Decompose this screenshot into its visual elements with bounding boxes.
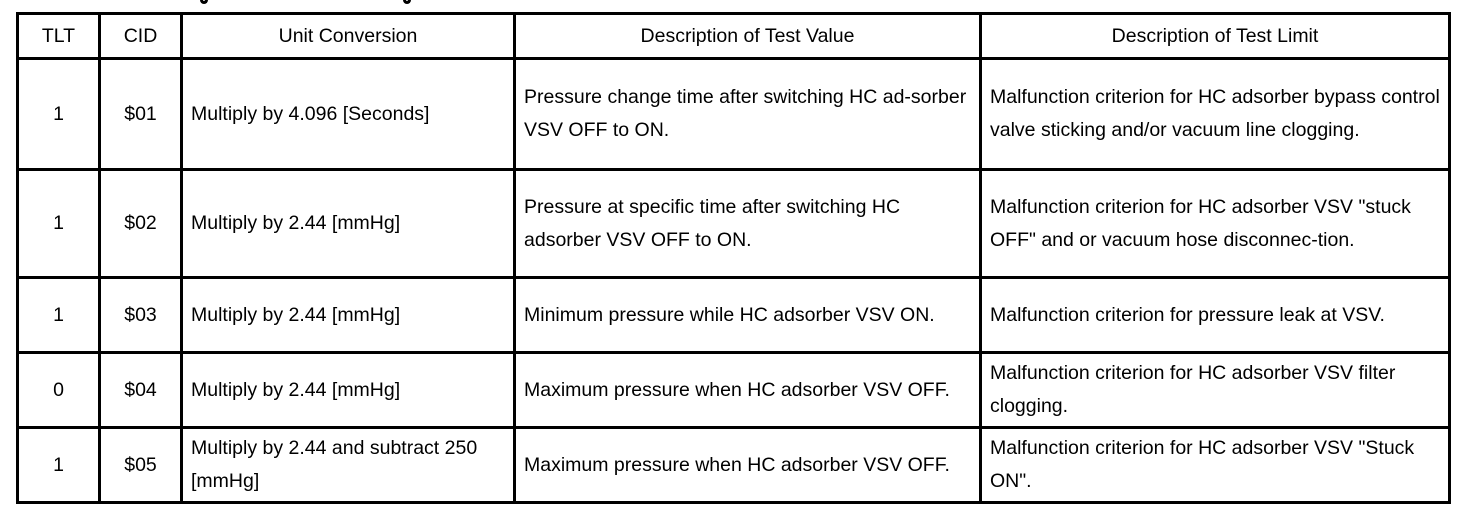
cell-tlt: 1 [18,278,100,353]
cell-test-value: Pressure change time after switching HC ad-sorber VSV OFF to ON. [515,59,981,170]
cell-unit-conversion: Multiply by 2.44 [mmHg] [182,170,515,278]
cell-test-value: Pressure at specific time after switching HC adsorber VSV OFF to ON. [515,170,981,278]
header-row [18,14,1450,59]
header-cid: CID [100,14,182,59]
close-paren-fragment [403,0,411,4]
header-tlt: TLT [18,14,100,59]
header-test-limit: Description of Test Limit [981,14,1450,59]
test-limit-table [16,12,1451,504]
table-row [18,278,1450,353]
header-unit-conversion: Unit Conversion [182,14,515,59]
cell-unit-conversion: Multiply by 2.44 [mmHg] [182,353,515,428]
cell-test-value: Minimum pressure while HC adsorber VSV ON. [515,278,981,353]
cell-test-limit: Malfunction criterion for pressure leak at VSV. [981,278,1450,353]
cell-tlt: 1 [18,59,100,170]
cell-test-limit: Malfunction criterion for HC adsorber VSV filter clogging. [981,353,1450,428]
table-row [18,170,1450,278]
cell-test-limit: Malfunction criterion for HC adsorber VSV "stuck OFF" and or vacuum hose disconnec-tion. [981,170,1450,278]
cell-unit-conversion: Multiply by 2.44 [mmHg] [182,278,515,353]
header-test-value: Description of Test Value [515,14,981,59]
cell-unit-conversion: Multiply by 2.44 and subtract 250 [mmHg] [182,428,515,503]
table-row [18,353,1450,428]
cell-tlt: 1 [18,170,100,278]
cell-cid: $03 [100,278,182,353]
table-row [18,59,1450,170]
cell-test-limit: Malfunction criterion for HC adsorber VSV "Stuck ON". [981,428,1450,503]
cell-unit-conversion: Multiply by 4.096 [Seconds] [182,59,515,170]
cell-cid: $02 [100,170,182,278]
cell-test-value: Maximum pressure when HC adsorber VSV OFF. [515,428,981,503]
cell-test-limit: Malfunction criterion for HC adsorber bypass control valve sticking and/or vacuum line clogging. [981,59,1450,170]
cell-cid: $04 [100,353,182,428]
cell-cid: $05 [100,428,182,503]
cell-cid: $01 [100,59,182,170]
cell-tlt: 0 [18,353,100,428]
table-row [18,428,1450,503]
cell-test-value: Maximum pressure when HC adsorber VSV OFF. [515,353,981,428]
open-paren-fragment [200,0,208,4]
cropped-heading-fragment [120,0,420,4]
cell-tlt: 1 [18,428,100,503]
